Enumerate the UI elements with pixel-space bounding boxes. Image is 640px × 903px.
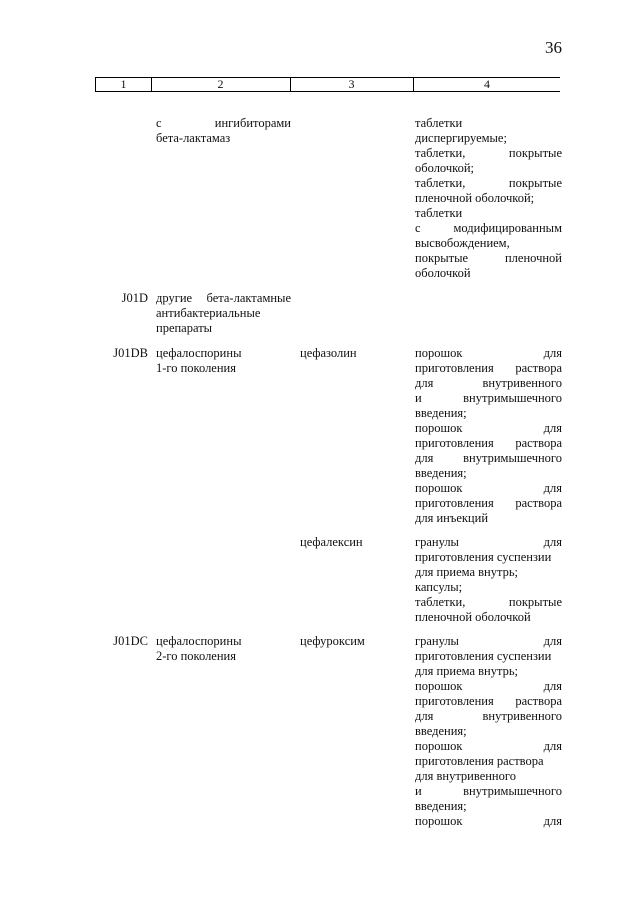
text-line bbox=[156, 131, 291, 146]
text-word: таблетки, bbox=[415, 146, 466, 160]
text-word: приготовления bbox=[415, 496, 494, 510]
text-line bbox=[415, 146, 562, 161]
text-line bbox=[415, 406, 562, 421]
text-line bbox=[415, 161, 562, 176]
header-col-4: 4 bbox=[484, 77, 490, 91]
text-word: и bbox=[415, 391, 422, 405]
text-line bbox=[415, 511, 562, 526]
text-line bbox=[415, 391, 562, 406]
text-line bbox=[156, 346, 291, 361]
text-word: оболочкой bbox=[415, 266, 471, 280]
text-word: приготовления суспензии bbox=[415, 550, 552, 564]
row-name-cell bbox=[156, 116, 291, 146]
text-line bbox=[415, 236, 562, 251]
text-line bbox=[415, 466, 562, 481]
text-line bbox=[415, 694, 562, 709]
text-line bbox=[415, 769, 562, 784]
text-line bbox=[415, 131, 562, 146]
table-header bbox=[95, 77, 560, 92]
text-line bbox=[415, 799, 562, 814]
text-line bbox=[415, 535, 562, 550]
text-word: с bbox=[415, 221, 421, 235]
text-word: бета-лактамаз bbox=[156, 131, 231, 145]
row-name-cell bbox=[156, 346, 291, 376]
header-col-2: 2 bbox=[217, 77, 224, 91]
text-word: внутримышечного bbox=[463, 451, 562, 465]
row-name-cell bbox=[156, 291, 291, 336]
text-line bbox=[415, 595, 562, 610]
text-line bbox=[415, 679, 562, 694]
header-col-1: 1 bbox=[120, 77, 127, 91]
text-word: для приема внутрь; bbox=[415, 664, 519, 678]
text-word: оболочкой; bbox=[415, 161, 474, 175]
text-word: антибактериальные bbox=[156, 306, 261, 320]
text-word: введения; bbox=[415, 406, 467, 420]
text-word: приготовления bbox=[415, 694, 494, 708]
text-word: для bbox=[543, 634, 562, 648]
text-word: для bbox=[543, 421, 562, 435]
text-word: для bbox=[543, 481, 562, 495]
text-line bbox=[415, 451, 562, 466]
text-word: другие bbox=[156, 291, 193, 305]
text-line bbox=[415, 191, 562, 206]
text-word: для bbox=[543, 814, 562, 828]
text-line bbox=[156, 306, 291, 321]
text-line bbox=[415, 580, 562, 595]
text-word: бета-лактамные bbox=[206, 291, 291, 305]
text-word: введения; bbox=[415, 799, 467, 813]
text-line bbox=[415, 251, 562, 266]
drug-name: цефалексин bbox=[300, 535, 363, 549]
text-line bbox=[415, 206, 562, 221]
text-word: для bbox=[543, 679, 562, 693]
text-word: раствора bbox=[515, 436, 562, 450]
text-line bbox=[415, 709, 562, 724]
text-word: гранулы bbox=[415, 535, 459, 549]
text-word: приготовления bbox=[415, 436, 494, 450]
text-word: для bbox=[543, 739, 562, 753]
text-line bbox=[415, 664, 562, 679]
text-word: порошок bbox=[415, 679, 463, 693]
row-form-cell bbox=[415, 535, 562, 625]
text-word: внутримышечного bbox=[463, 784, 562, 798]
text-word: покрытые bbox=[508, 595, 562, 609]
text-line bbox=[156, 291, 291, 306]
text-line bbox=[415, 361, 562, 376]
text-word: для приема внутрь; bbox=[415, 565, 519, 579]
text-line bbox=[156, 321, 291, 336]
text-word: внутривенного bbox=[482, 376, 562, 390]
text-line bbox=[156, 116, 291, 131]
text-word: цефалоспорины bbox=[156, 346, 242, 360]
text-word: таблетки, bbox=[415, 595, 466, 609]
text-word: таблетки bbox=[415, 116, 463, 130]
text-line bbox=[156, 649, 291, 664]
text-word: введения; bbox=[415, 724, 467, 738]
text-line bbox=[415, 634, 562, 649]
text-line bbox=[156, 361, 291, 376]
text-line bbox=[415, 565, 562, 580]
text-word: приготовления раствора bbox=[415, 754, 544, 768]
text-word: порошок bbox=[415, 421, 463, 435]
text-word: внутривенного bbox=[482, 709, 562, 723]
text-line bbox=[415, 421, 562, 436]
text-word: таблетки, bbox=[415, 176, 466, 190]
text-word: ингибиторами bbox=[214, 116, 291, 130]
row-name-cell bbox=[156, 634, 291, 664]
text-word: для bbox=[415, 709, 434, 723]
text-word: для инъекций bbox=[415, 511, 489, 525]
drug-name: цефуроксим bbox=[300, 634, 365, 648]
text-word: таблетки bbox=[415, 206, 463, 220]
text-line bbox=[415, 436, 562, 451]
text-word: пленочной оболочкой bbox=[415, 610, 531, 624]
text-word: приготовления bbox=[415, 361, 494, 375]
text-line bbox=[415, 496, 562, 511]
text-line bbox=[415, 814, 562, 829]
text-word: покрытые bbox=[508, 146, 562, 160]
atc-code: J01DC bbox=[113, 634, 148, 648]
text-word: 1-го поколения bbox=[156, 361, 236, 375]
text-line bbox=[415, 784, 562, 799]
text-word: порошок bbox=[415, 739, 463, 753]
text-word: приготовления суспензии bbox=[415, 649, 552, 663]
text-word: гранулы bbox=[415, 634, 459, 648]
text-word: для внутривенного bbox=[415, 769, 516, 783]
text-word: для bbox=[543, 535, 562, 549]
atc-code: J01D bbox=[121, 291, 148, 305]
row-form-cell bbox=[415, 634, 562, 829]
text-line bbox=[415, 739, 562, 754]
text-line bbox=[415, 266, 562, 281]
drug-name: цефазолин bbox=[300, 346, 357, 360]
text-word: раствора bbox=[515, 496, 562, 510]
text-word: раствора bbox=[515, 361, 562, 375]
text-line bbox=[415, 481, 562, 496]
text-word: порошок bbox=[415, 346, 463, 360]
header-col-3: 3 bbox=[348, 77, 355, 91]
text-word: диспергируемые; bbox=[415, 131, 507, 145]
atc-code: J01DB bbox=[113, 346, 148, 360]
text-line bbox=[415, 376, 562, 391]
text-line bbox=[415, 116, 562, 131]
text-word: покрытые bbox=[415, 251, 469, 265]
text-line bbox=[415, 754, 562, 769]
text-word: модифицированным bbox=[453, 221, 562, 235]
text-word: раствора bbox=[515, 694, 562, 708]
text-line bbox=[415, 176, 562, 191]
text-word: капсулы; bbox=[415, 580, 463, 594]
text-word: для bbox=[543, 346, 562, 360]
text-word: для bbox=[415, 376, 434, 390]
text-word: введения; bbox=[415, 466, 467, 480]
text-word: покрытые bbox=[508, 176, 562, 190]
text-word: порошок bbox=[415, 481, 463, 495]
text-word: и bbox=[415, 784, 422, 798]
page-number: 36 bbox=[545, 38, 562, 57]
text-word: препараты bbox=[156, 321, 213, 335]
text-word: для bbox=[415, 451, 434, 465]
text-word: пленочной оболочкой; bbox=[415, 191, 535, 205]
text-word: 2-го поколения bbox=[156, 649, 236, 663]
text-word: цефалоспорины bbox=[156, 634, 242, 648]
text-line bbox=[415, 724, 562, 739]
row-form-cell bbox=[415, 346, 562, 526]
text-line bbox=[415, 550, 562, 565]
text-word: внутримышечного bbox=[463, 391, 562, 405]
text-line bbox=[415, 610, 562, 625]
text-line bbox=[415, 649, 562, 664]
text-line bbox=[415, 221, 562, 236]
text-word: высвобождением, bbox=[415, 236, 510, 250]
row-form-cell bbox=[415, 116, 562, 281]
text-word: с bbox=[156, 116, 162, 130]
text-line bbox=[415, 346, 562, 361]
text-word: пленочной bbox=[504, 251, 562, 265]
text-word: порошок bbox=[415, 814, 463, 828]
text-line bbox=[156, 634, 291, 649]
